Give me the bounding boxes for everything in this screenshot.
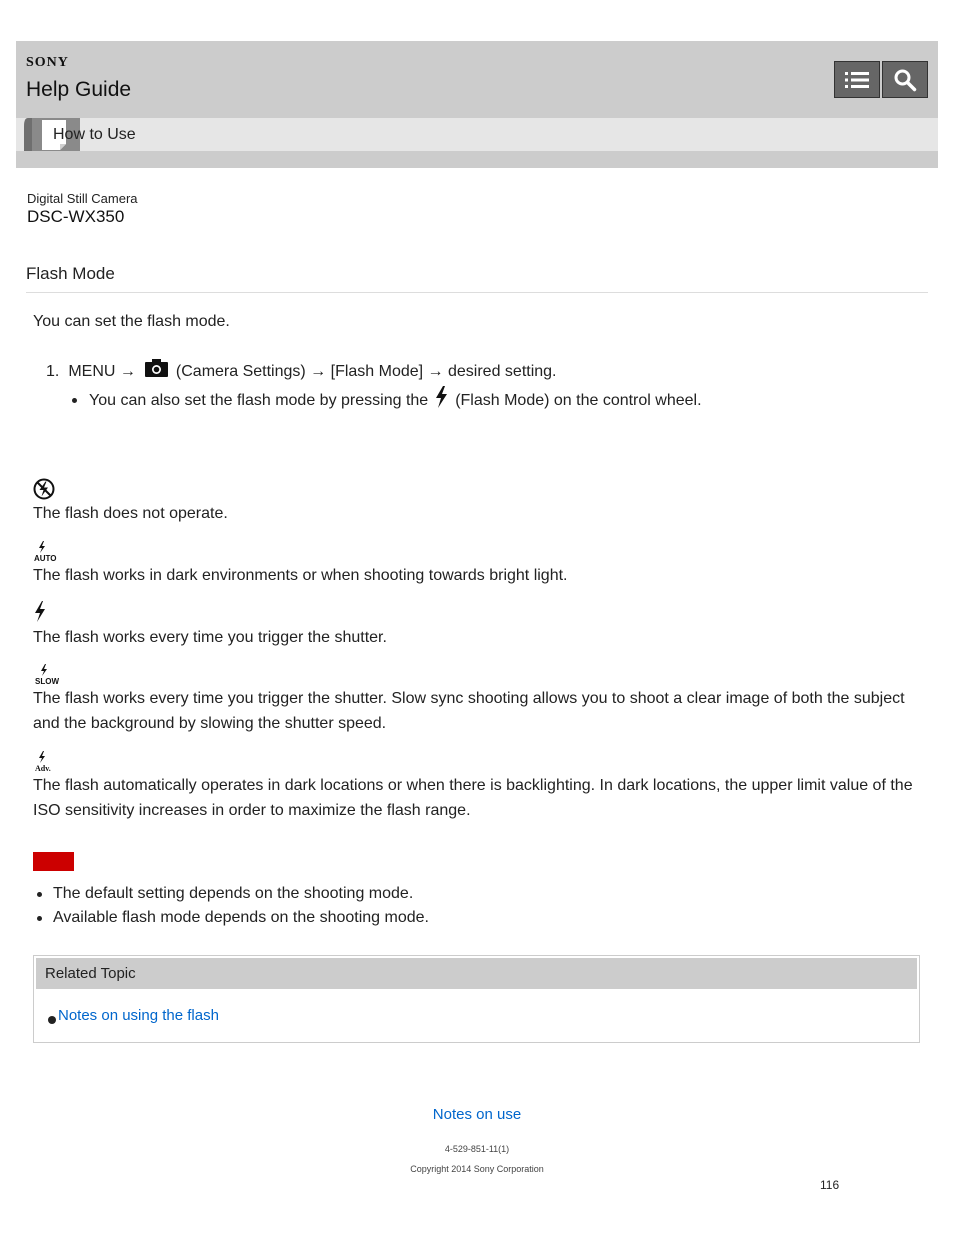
flash-on-icon (33, 601, 47, 628)
mode-icon-label: SLOW (35, 677, 59, 686)
note-text: Available flash mode depends on the shooting mode. (53, 909, 429, 926)
mode-description: The flash works in dark environments or when shooting towards bright light. (33, 567, 568, 584)
related-topic-link[interactable]: Notes on using the flash (58, 1006, 219, 1024)
bullet (72, 398, 77, 403)
step-note-suffix: (Flash Mode) on the control wheel. (455, 391, 702, 409)
page-number: 116 (820, 1178, 840, 1192)
mode-description: The flash automatically operates in dark locations or when there is backlighting. In dark locations, the upper limit value of the ISO sensitivity increases in order to maximize the flash range. (33, 777, 913, 819)
list-item (33, 882, 429, 906)
notes-list (33, 882, 429, 930)
step-prefix: MENU → (68, 362, 136, 380)
breadcrumb-bar (16, 118, 938, 151)
header (16, 41, 938, 168)
footer-notes-on-use-link[interactable]: Notes on use (432, 1106, 522, 1123)
mode-description: The flash works every time you trigger the shutter. Slow sync shooting allows you to shoot a clear image of both the subject and the background by slowing the shutter speed. (33, 690, 905, 732)
breadcrumb-how-to-use[interactable]: How to Use (53, 126, 136, 143)
mode-description: The flash does not operate. (33, 505, 228, 522)
mode-icon-label: Adv. (35, 764, 51, 773)
intro-text: You can set the flash mode. (33, 313, 230, 330)
mode-description: The flash works every time you trigger the shutter. (33, 629, 387, 646)
menu-button[interactable] (834, 61, 880, 98)
step-note-prefix: You can also set the flash mode by pressing the (89, 391, 429, 409)
related-topic-box (33, 955, 920, 1043)
search-button[interactable] (882, 61, 928, 98)
step-number: 1. (46, 362, 60, 380)
related-topic-item (48, 1006, 219, 1024)
camera-icon (144, 358, 169, 385)
flash-icon (435, 386, 448, 415)
step-note (72, 386, 702, 415)
brand-logo: SONY (26, 55, 69, 70)
footer-document-code: 4-529-851-11(1) (444, 1144, 510, 1154)
related-topic-heading: Related Topic (36, 958, 917, 989)
list-icon (844, 69, 870, 91)
mode-icon-label: AUTO (34, 554, 57, 563)
list-item (33, 906, 429, 930)
bullet (48, 1016, 56, 1024)
note-text: The default setting depends on the shooting mode. (53, 885, 414, 902)
step-suffix: (Camera Settings) → [Flash Mode] → desired setting. (175, 362, 557, 380)
footer-copyright: Copyright 2014 Sony Corporation (410, 1164, 544, 1174)
search-icon (893, 68, 917, 92)
step-1 (46, 358, 557, 385)
page-title: Flash Mode (26, 264, 115, 283)
product-line: Digital Still Camera (27, 191, 138, 206)
bullet (37, 892, 42, 897)
bullet (37, 916, 42, 921)
guide-title[interactable]: Help Guide (26, 78, 132, 101)
note-tag (33, 852, 74, 871)
title-divider (26, 292, 928, 293)
product-model: DSC-WX350 (27, 207, 125, 226)
